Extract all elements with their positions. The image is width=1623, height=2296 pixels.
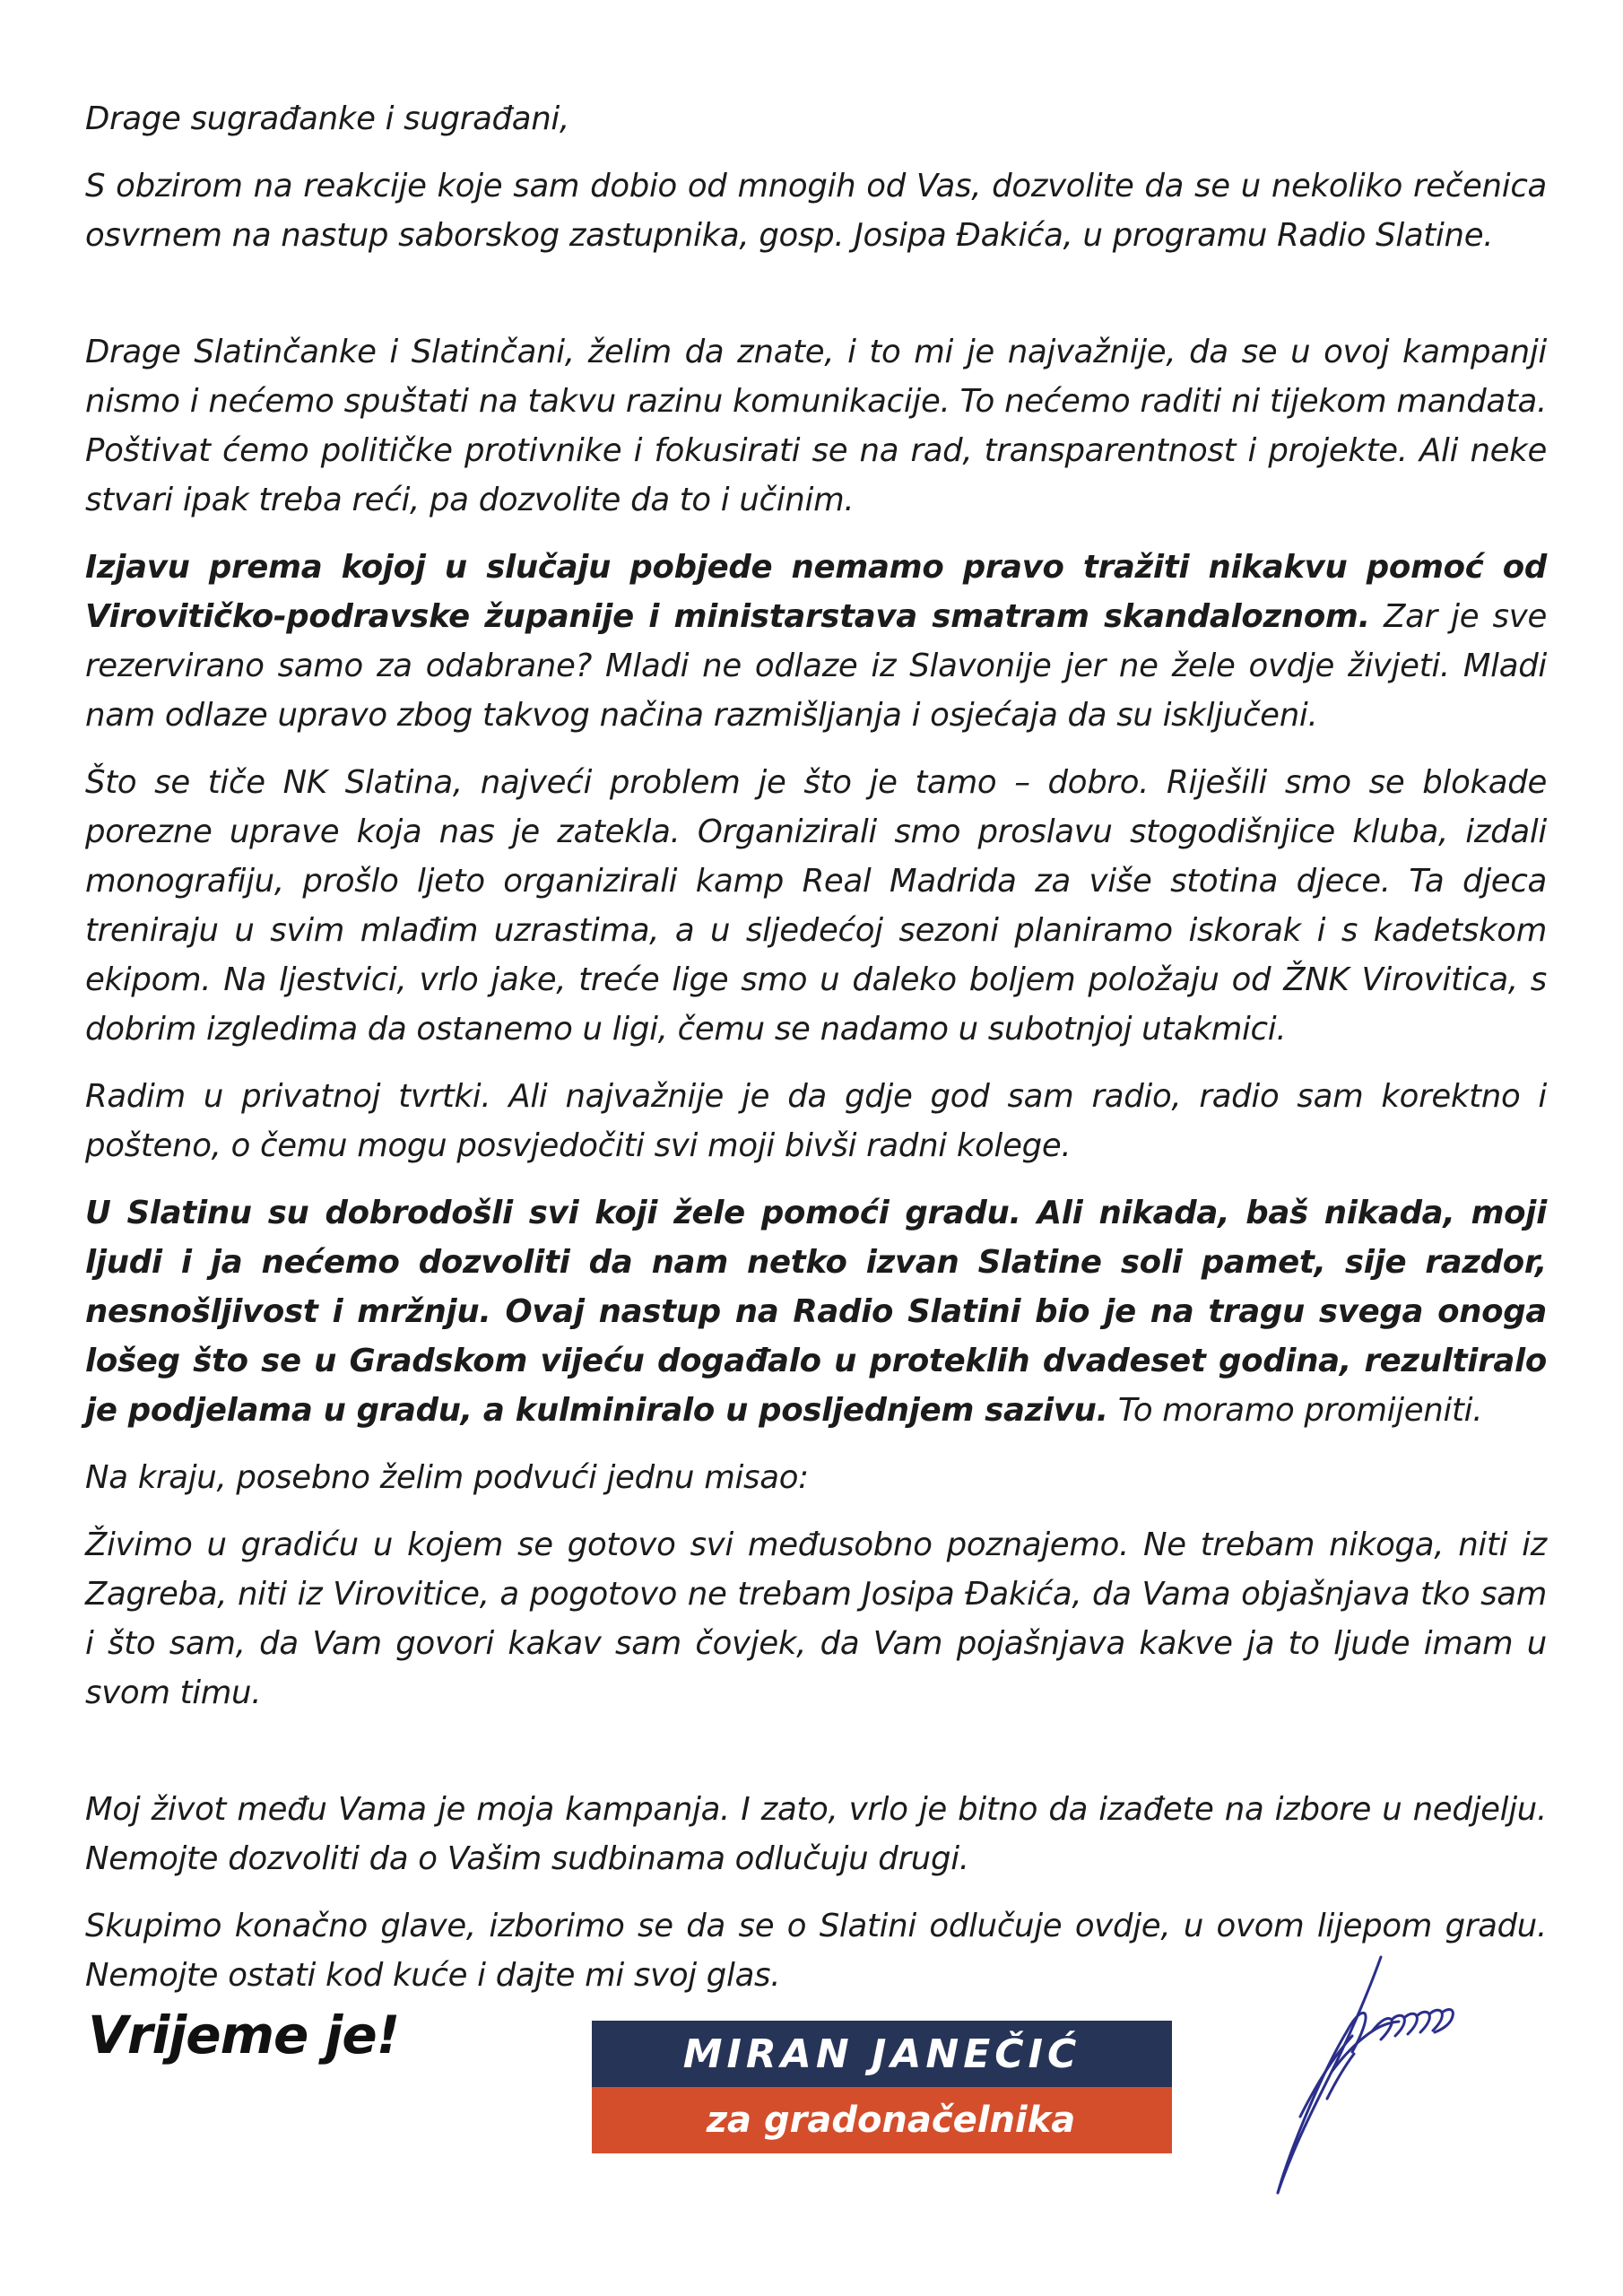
signature-icon — [1246, 1946, 1471, 2206]
paragraph-closing: Skupimo konačno glave, izborimo se da se o Slatini odlučuje ovdje, u ovom lijepom gradu. Nemojte ostati kod kuće i dajte mi svoj glas. — [85, 1908, 1547, 1994]
paragraph-welcome — [85, 1188, 1547, 1435]
paragraph-welcome-rest: To moramo promijeniti. — [1107, 1392, 1483, 1429]
paragraph-campaign: Drage Slatinčanke i Slatinčani, želim da znate, i to mi je najvažnije, da se u ovoj kampanji nismo i nećemo spuštati na takvu razinu komunikacije. To nećemo raditi ni tijekom mandata. Poštivat ćemo političke protivnike i fokusirati se na rad, transparentnost i projekte. Ali neke stvari ipak treba reći, pa dozvolite da to i učinim. — [85, 334, 1547, 518]
paragraph-town: Živimo u gradiću u kojem se gotovo svi međusobno poznajemo. Ne trebam nikoga, niti iz Zagreba, niti iz Virovitice, a pogotovo ne trebam Josipa Đakića, da Vama objašnjava tko sam i što sam, da Vam govori kakav sam čovjek, da Vam pojašnjava kakve ja to ljude imam u svom timu. — [85, 1526, 1547, 1711]
slogan: Vrijeme je! — [88, 2005, 400, 2066]
paragraph-statement-bold: Izjavu prema kojoj u slučaju pobjede nemamo pravo tražiti nikakvu pomoć od Virovitičko-podravske županije i ministarstava smatram skandaloznom. — [85, 549, 1547, 635]
paragraph-statement — [85, 543, 1547, 740]
paragraph-statement-rest: Zar je sve rezervirano samo za odabrane? Mladi ne odlaze iz Slavonije jer ne žele ovdje živjeti. Mladi nam odlaze upravo zbog takvog načina razmišljanja i osjećaja da su isključeni. — [85, 598, 1547, 734]
paragraph-welcome-bold: U Slatinu su dobrodošli svi koji žele pomoći gradu. Ali nikada, baš nikada, moji ljudi i ja nećemo dozvoliti da nam netko izvan Slatine soli pamet, sije razdor, nesnošljivost i mržnju. Ovaj nastup na Radio Slatini bio je na tragu svega onoga lošeg što se u Gradskom vijeću događalo u proteklih dvadeset godina, rezultiralo je podjelama u gradu, a kulminiralo u posljednjem sazivu. — [85, 1195, 1547, 1429]
logo-name: MIRAN JANEČIĆ — [592, 2021, 1172, 2087]
letter-body — [85, 94, 1547, 2018]
paragraph-vote: Moj život među Vama je moja kampanja. I zato, vrlo je bitno da izađete na izbore u nedjelju. Nemojte dozvoliti da o Vašim sudbinama odlučuju drugi. — [85, 1791, 1547, 1877]
paragraph-intro: S obzirom na reakcije koje sam dobio od mnogih od Vas, dozvolite da se u nekoliko rečenica osvrnem na nastup saborskog zastupnika, gosp. Josipa Đakića, u programu Radio Slatine. — [85, 168, 1547, 254]
paragraph-work: Radim u privatnoj tvrtki. Ali najvažnije je da gdje god sam radio, radio sam korektno i pošteno, o čemu mogu posvjedočiti svi moji bivši radni kolege. — [85, 1078, 1547, 1164]
candidate-logo — [592, 2021, 1172, 2153]
paragraph-thought-intro: Na kraju, posebno želim podvući jednu misao: — [85, 1459, 809, 1496]
greeting: Drage sugrađanke i sugrađani, — [85, 100, 569, 137]
logo-subtitle: za gradonačelnika — [592, 2087, 1172, 2153]
paragraph-nk-slatina: Što se tiče NK Slatina, najveći problem je što je tamo – dobro. Riješili smo se blokade porezne uprave koja nas je zatekla. Organizirali smo proslavu stogodišnjice kluba, izdali monografiju, prošlo ljeto organizirali kamp Real Madrida za više stotina djece. Ta djeca treniraju u svim mlađim uzrastima, a u sljedećoj sezoni planiramo iskorak i s kadetskom ekipom. Na ljestvici, vrlo jake, treće lige smo u daleko boljem položaju od ŽNK Virovitica, s dobrim izgledima da ostanemo u ligi, čemu se nadamo u subotnjoj utakmici. — [85, 764, 1547, 1048]
